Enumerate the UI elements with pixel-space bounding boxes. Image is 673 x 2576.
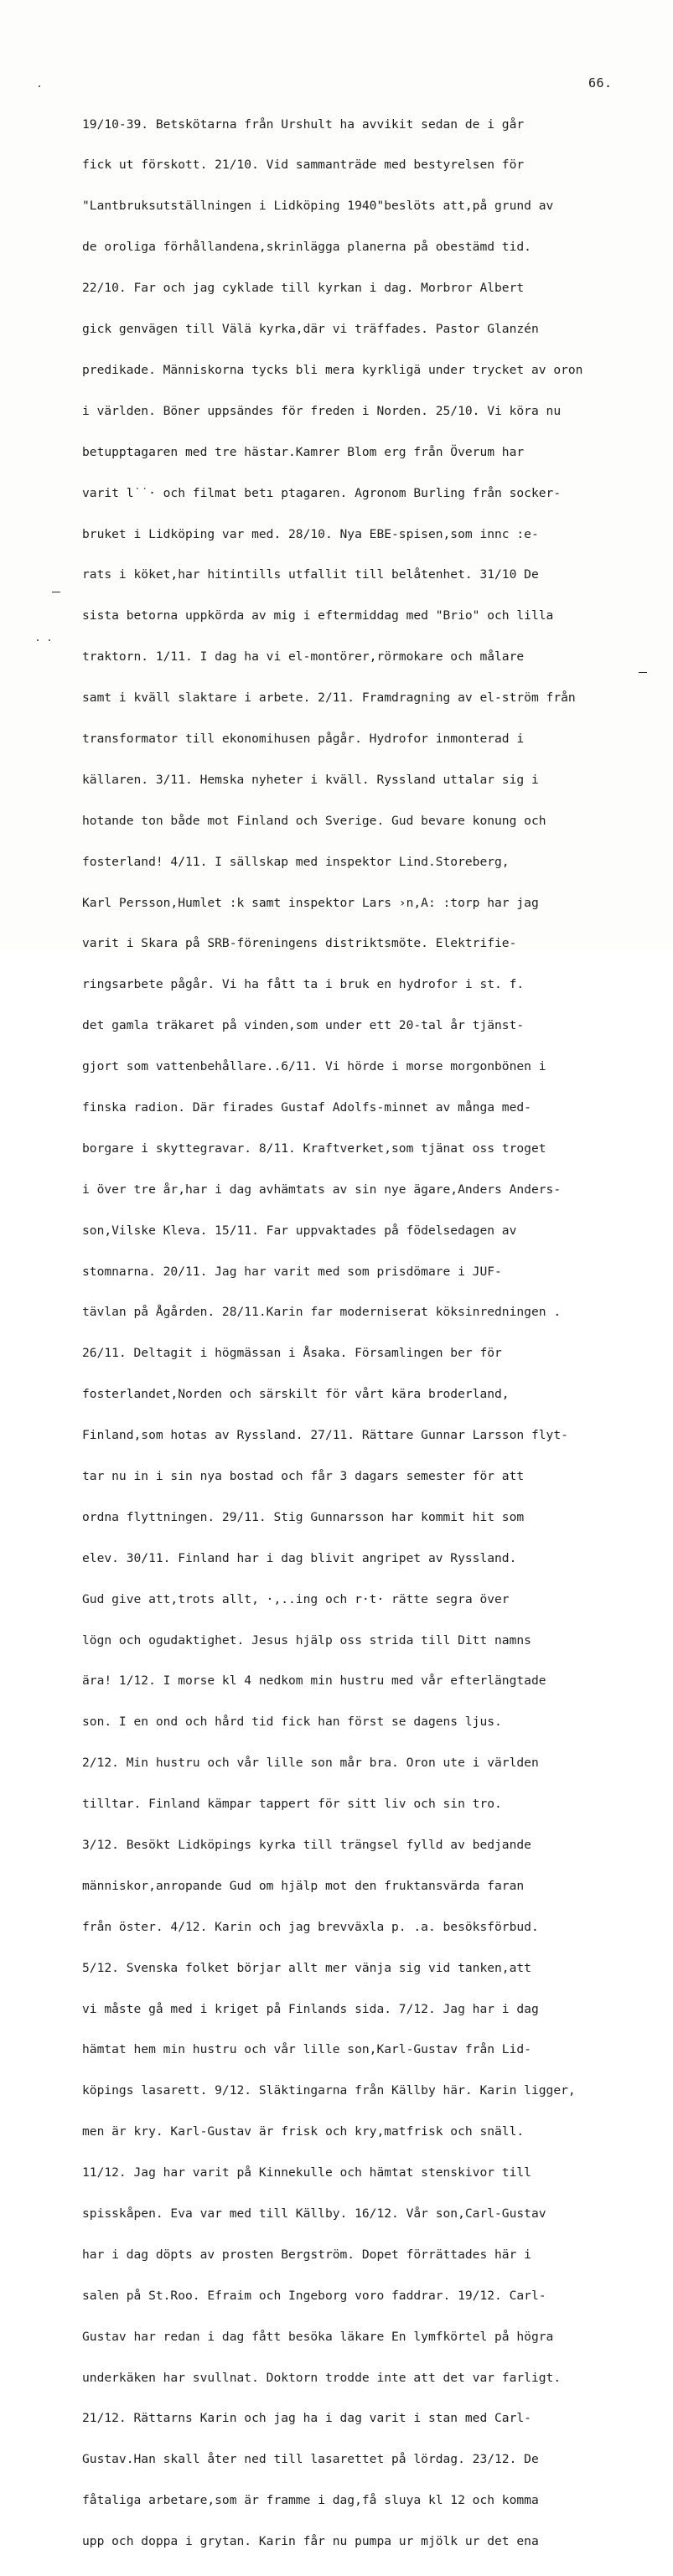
text-line: "Lantbruksutställningen i Lidköping 1940"beslöts att,på grund av xyxy=(82,199,554,214)
text-line: varit i Skara på SRB-föreningens distriktsmöte. Elektrifie- xyxy=(82,936,517,951)
text-line: gick genvägen till Välä kyrka,där vi träffades. Pastor Glanzén xyxy=(82,322,539,337)
text-line: 26/11. Deltagit i högmässan i Åsaka. Församlingen ber för xyxy=(82,1346,502,1361)
text-line: från öster. 4/12. Karin och jag brevväxla p. .a. besöksförbud. xyxy=(82,1919,539,1934)
margin-mark xyxy=(39,85,40,87)
text-line: underkäken har svullnat. Doktorn trodde inte att det var farligt. xyxy=(82,2370,562,2385)
margin-mark xyxy=(49,639,50,641)
text-line: 11/12. Jag har varit på Kinnekulle och hämtat stenskivor till xyxy=(82,2165,531,2180)
text-line: människor,anropande Gud om hjälp mot den fruktansvärda faran xyxy=(82,1878,525,1893)
text-line: Finland,som hotas av Ryssland. 27/11. Rättare Gunnar Larsson flyt- xyxy=(82,1428,568,1443)
text-line: betupptagaren med tre hästar.Kamrer Blom erg från Överum har xyxy=(82,444,525,459)
text-line: i över tre år,har i dag avhämtats av sin nye ägare,Anders Anders- xyxy=(82,1182,562,1197)
text-line: tilltar. Finland kämpar tappert för sitt liv och sin tro. xyxy=(82,1797,502,1812)
text-line: ringsarbete pågår. Vi ha fått ta i bruk en hydrofor i st. f. xyxy=(82,977,525,992)
text-line: bruket i Lidköping var med. 28/10. Nya EBE-spisen,som innc :e- xyxy=(82,526,539,541)
text-line: fosterland! 4/11. I sällskap med inspektor Lind.Storeberg, xyxy=(82,854,510,869)
text-line: 5/12. Svenska folket börjar allt mer vänja sig vid tanken,att xyxy=(82,1960,531,1975)
text-line: son. I en ond och hård tid fick han först se dagens ljus. xyxy=(82,1715,502,1730)
text-line: salen på St.Roo. Efraim och Ingeborg voro faddrar. 19/12. Carl- xyxy=(82,2288,546,2303)
text-line: spisskåpen. Eva var med till Källby. 16/12. Vår son,Carl-Gustav xyxy=(82,2206,546,2222)
text-line: hotande ton både mot Finland och Sverige. Gud bevare konung och xyxy=(82,813,546,828)
text-line: 22/10. Far och jag cyklade till kyrkan i dag. Morbror Albert xyxy=(82,281,525,296)
text-line: de oroliga förhållandena,skrinlägga planerna på obestämd tid. xyxy=(82,240,531,255)
text-line: 19/10-39. Betskötarna från Urshult ha avvikit sedan de i går xyxy=(82,116,525,132)
text-line: men är kry. Karl-Gustav är frisk och kry,matfrisk och snäll. xyxy=(82,2124,525,2139)
text-line: fick ut förskott. 21/10. Vid sammanträde med bestyrelsen för xyxy=(82,158,525,173)
text-line: 2/12. Min hustru och vår lille son mår bra. Oron ute i världen xyxy=(82,1756,539,1771)
text-line: Gud give att,trots allt, ·,..ing och r·t· rätte segra över xyxy=(82,1591,510,1606)
text-line: rats i köket,har hitintills utfallit till belåtenhet. 31/10 De xyxy=(82,567,539,582)
text-line: Gustav har redan i dag fått besöka läkare En lymfkörtel på högra xyxy=(82,2329,554,2344)
margin-mark xyxy=(639,672,647,673)
typewritten-body xyxy=(82,91,669,2576)
text-line: fåtaliga arbetare,som är framme i dag,få sluya kl 12 och komma xyxy=(82,2493,539,2508)
text-line: traktorn. 1/11. I dag ha vi el-montörer,rörmokare och målare xyxy=(82,649,525,665)
page-number: 66. xyxy=(588,75,613,91)
text-line: varit l˙˙· och filmat betı ptagaren. Agronom Burling från socker- xyxy=(82,485,562,500)
text-line: källaren. 3/11. Hemska nyheter i kväll. Ryssland uttalar sig i xyxy=(82,772,539,787)
text-line: ära! 1/12. I morse kl 4 nedkom min hustru med vår efterlängtade xyxy=(82,1673,546,1689)
text-line: Karl Persson,Humlet :k samt inspektor Lars ›n,A: :torp har jag xyxy=(82,895,539,910)
text-line: ordna flyttningen. 29/11. Stig Gunnarsson har kommit hit som xyxy=(82,1509,525,1524)
text-line: samt i kväll slaktare i arbete. 2/11. Framdragning av el-ström från xyxy=(82,691,576,706)
text-line: tävlan på Ågården. 28/11.Karin far moderniserat köksinredningen . xyxy=(82,1305,562,1320)
text-line: Gustav.Han skall åter ned till lasarettet på lördag. 23/12. De xyxy=(82,2452,539,2467)
text-line: sista betorna uppkörda av mig i eftermiddag med "Brio" och lilla xyxy=(82,608,554,623)
margin-mark xyxy=(37,639,39,641)
text-line: vi måste gå med i kriget på Finlands sida. 7/12. Jag har i dag xyxy=(82,2001,539,2016)
text-line: transformator till ekonomihusen pågår. Hydrofor inmonterad i xyxy=(82,731,525,746)
text-line: gjort som vattenbehållare..6/11. Vi hörde i morse morgonbönen i xyxy=(82,1059,546,1074)
text-line: finska radion. Där firades Gustaf Adolfs-minnet av många med- xyxy=(82,1099,531,1115)
text-line: 3/12. Besökt Lidköpings kyrka till trängsel fylld av bedjande xyxy=(82,1838,531,1852)
text-line: predikade. Människorna tycks bli mera kyrkligä under trycket av oron xyxy=(82,362,583,377)
text-line: elev. 30/11. Finland har i dag blivit angripet av Ryssland. xyxy=(82,1550,517,1565)
text-line: hämtat hem min hustru och vår lille son,Karl-Gustav från Lid- xyxy=(82,2042,531,2057)
text-line: stomnarna. 20/11. Jag har varit med som prisdömare i JUF- xyxy=(82,1264,502,1279)
text-line: köpings lasarett. 9/12. Släktingarna från Källby här. Karin ligger, xyxy=(82,2083,576,2098)
text-line: tar nu in i sin nya bostad och får 3 dagars semester för att xyxy=(82,1468,525,1483)
text-line: det gamla träkaret på vinden,som under ett 20-tal år tjänst- xyxy=(82,1018,525,1033)
text-line: lögn och ogudaktighet. Jesus hjälp oss strida till Ditt namns xyxy=(82,1632,531,1648)
text-line: fosterlandet,Norden och särskilt för vårt kära broderland, xyxy=(82,1387,510,1402)
text-line: borgare i skyttegravar. 8/11. Kraftverket,som tjänat oss troget xyxy=(82,1141,546,1156)
text-line: 21/12. Rättarns Karin och jag ha i dag varit i stan med Carl- xyxy=(82,2411,531,2426)
text-line: i världen. Böner uppsändes för freden i Norden. 25/10. Vi köra nu xyxy=(82,403,562,418)
text-line: har i dag döpts av prosten Bergström. Dopet förrättades här i xyxy=(82,2247,531,2262)
text-line: son,Vilske Kleva. 15/11. Far uppvaktades på födelsedagen av xyxy=(82,1223,517,1238)
text-line: upp och doppa i grytan. Karin får nu pumpa ur mjölk ur det ena xyxy=(82,2534,539,2549)
